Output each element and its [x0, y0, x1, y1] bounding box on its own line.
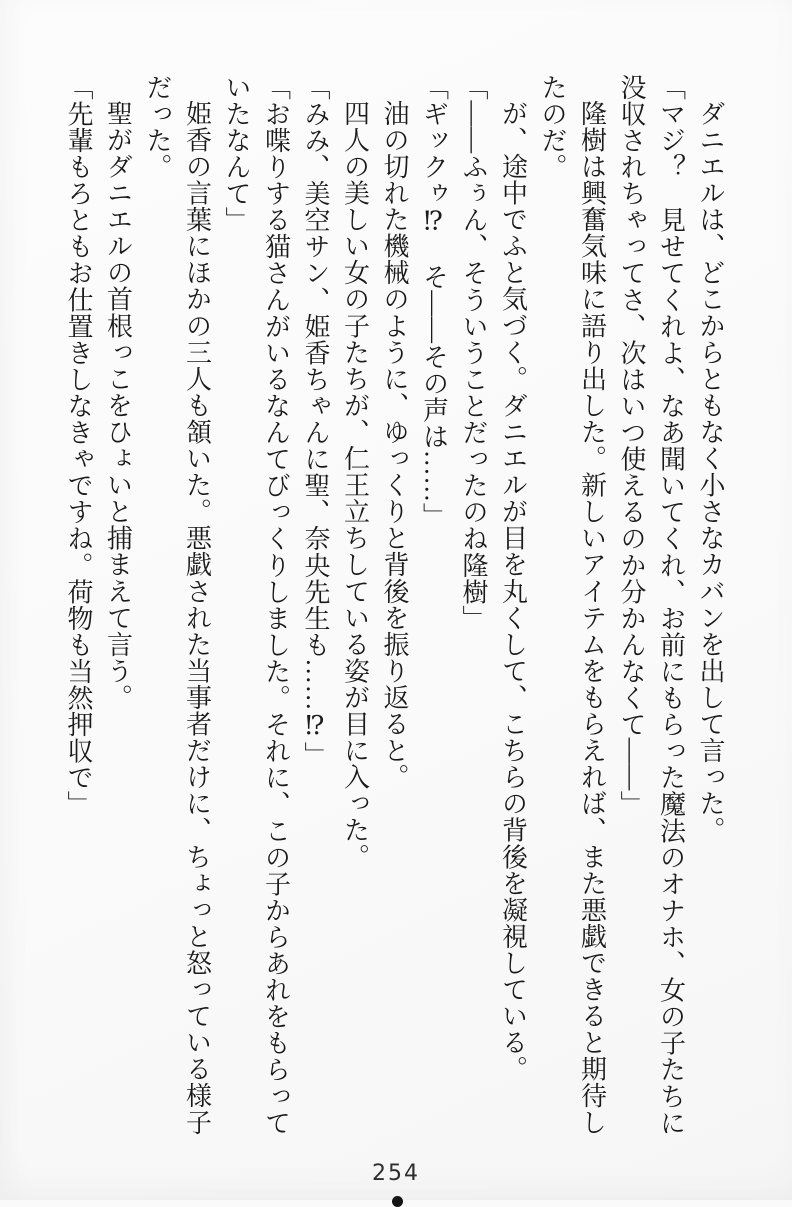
text-line: ダニエルは、どこからともなく小さなカバンを出して言った。 [696, 100, 725, 844]
text-line: 「お喋りする猫さんがいるなんてびっくりしました。それに、この子からあれをもらって [261, 74, 291, 1136]
text-line: 没収されちゃってさ、次はいつ使えるのか分かんなくて――」 [617, 74, 646, 818]
text-line: 「先輩もろともお仕置きしなきゃですね。荷物も当然押収で」 [64, 74, 93, 818]
text-line: だった。 [143, 74, 172, 181]
text-line: 聖がダニエルの首根っこをひょいと捕まえて言う。 [103, 100, 133, 711]
text-line: たのだ。 [538, 74, 567, 181]
text-line: 「ギックゥ⁉ そ――その声は……」 [419, 74, 449, 530]
text-line: 「マジ？ 見せてくれよ、なあ聞いてくれ、お前にもらった魔法のオナホ、女の子たちに [656, 74, 686, 1136]
text-line: 四人の美しい女の子たちが、仁王立ちしている姿が目に入った。 [340, 100, 370, 870]
text-line: が、途中でふと気づく。ダニエルが目を丸くして、こちらの背後を凝視している。 [498, 100, 528, 1083]
text-line: 隆樹は興奮気味に語り出した。新しいアイテムをもらえれば、また悪戯できると期待し [577, 100, 607, 1136]
text-line: いたなんて」 [222, 74, 251, 234]
text-line: 「――ふぅん、そういうことだったのね隆樹」 [459, 74, 488, 632]
vertical-text-block [59, 74, 731, 1138]
text-line: 姫香の言葉にほかの三人も頷いた。悪戯された当事者だけに、ちょっと怒っている様子 [182, 100, 212, 1136]
text-line: 油の切れた機械のように、ゆっくりと背後を振り返ると。 [380, 100, 409, 791]
binding-dot-mark [392, 1196, 403, 1207]
page-number: 254 [372, 1161, 420, 1186]
text-line: 「みみ、美空サン、姫香ちゃんに聖、奈央先生も……⁉」 [301, 74, 330, 769]
